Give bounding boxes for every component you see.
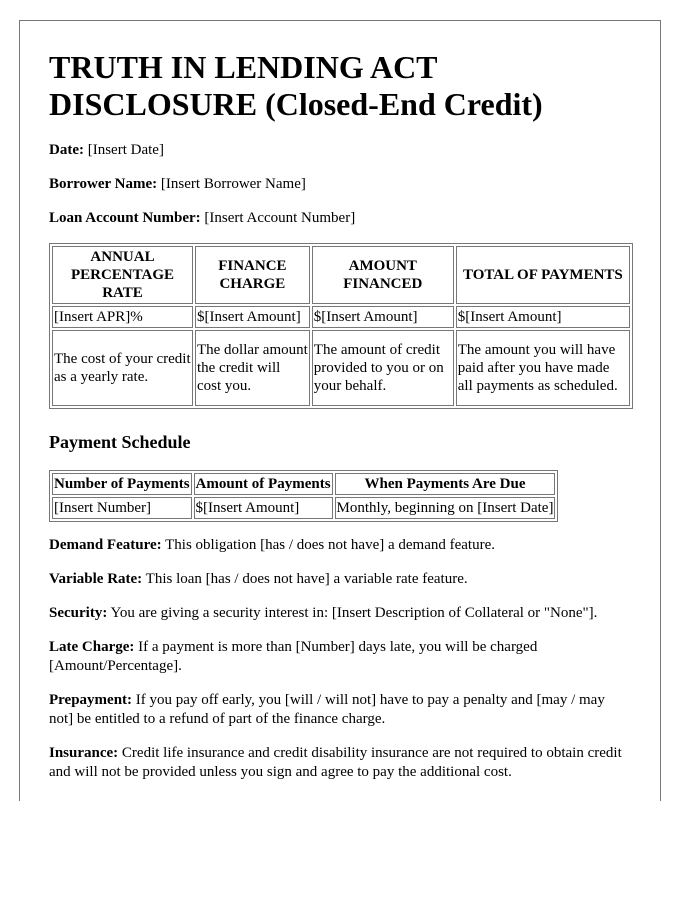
- date-label: Date:: [49, 142, 84, 158]
- demand-feature-text: This obligation [has / does not have] a demand feature.: [165, 537, 496, 553]
- schedule-row: [52, 497, 555, 519]
- header-apr: ANNUAL PERCENTAGE RATE: [52, 246, 193, 304]
- disclosure-header-row: [52, 246, 630, 304]
- value-finance-charge: $[Insert Amount]: [195, 306, 310, 328]
- value-apr: [Insert APR]%: [52, 306, 193, 328]
- borrower-name-label: Borrower Name:: [49, 176, 158, 192]
- borrower-name-value: [Insert Borrower Name]: [160, 176, 306, 192]
- variable-rate-term: [49, 570, 631, 589]
- account-number-field: [49, 209, 631, 228]
- disclosure-description-row: [52, 330, 630, 406]
- security-term: [49, 604, 631, 623]
- insurance-label: Insurance:: [49, 745, 119, 761]
- prepayment-text: If you pay off early, you [will / will not] have to pay a penalty and [may / may not] be entitled to a refund of part of the finance charge.: [49, 692, 605, 727]
- variable-rate-text: This loan [has / does not have] a variable rate feature.: [145, 571, 468, 587]
- document-title: TRUTH IN LENDING ACT DISCLOSURE (Closed-End Credit): [49, 49, 543, 122]
- date-field: [49, 141, 631, 160]
- value-total-of-payments: $[Insert Amount]: [456, 306, 630, 328]
- security-label: Security:: [49, 605, 108, 621]
- borrower-name-field: [49, 175, 631, 194]
- demand-feature-label: Demand Feature:: [49, 537, 162, 553]
- value-when-due: Monthly, beginning on [Insert Date]: [335, 497, 556, 519]
- header-total-of-payments: TOTAL OF PAYMENTS: [456, 246, 630, 304]
- description-apr: The cost of your credit as a yearly rate.: [52, 330, 193, 406]
- value-amount-financed: $[Insert Amount]: [312, 306, 454, 328]
- date-value: [Insert Date]: [87, 142, 164, 158]
- account-number-value: [Insert Account Number]: [204, 210, 356, 226]
- header-number-of-payments: Number of Payments: [52, 473, 192, 495]
- schedule-header-row: [52, 473, 555, 495]
- header-when-due: When Payments Are Due: [335, 473, 556, 495]
- late-charge-text: If a payment is more than [Number] days late, you will be charged [Amount/Percentage].: [49, 639, 538, 674]
- description-finance-charge: The dollar amount the credit will cost you.: [195, 330, 310, 406]
- payment-schedule-table: [49, 470, 558, 522]
- header-finance-charge: FINANCE CHARGE: [195, 246, 310, 304]
- description-amount-financed: The amount of credit provided to you or on your behalf.: [312, 330, 454, 406]
- disclosure-value-row: [52, 306, 630, 328]
- insurance-term: [49, 744, 631, 782]
- prepayment-term: [49, 691, 631, 729]
- value-amount-of-payments: $[Insert Amount]: [194, 497, 333, 519]
- insurance-text: Credit life insurance and credit disability insurance are not required to obtain credit and will not be provided unless you sign and agree to pay the additional cost.: [49, 745, 622, 780]
- demand-feature-term: [49, 536, 631, 555]
- late-charge-term: [49, 638, 631, 676]
- security-text: You are giving a security interest in: [Insert Description of Collateral or "None"].: [110, 605, 598, 621]
- prepayment-label: Prepayment:: [49, 692, 133, 708]
- account-number-label: Loan Account Number:: [49, 210, 201, 226]
- late-charge-label: Late Charge:: [49, 639, 135, 655]
- variable-rate-label: Variable Rate:: [49, 571, 143, 587]
- payment-schedule-heading: Payment Schedule: [49, 432, 191, 452]
- disclosure-document: [19, 20, 661, 801]
- value-number-of-payments: [Insert Number]: [52, 497, 192, 519]
- disclosure-table: [49, 243, 633, 409]
- header-amount-of-payments: Amount of Payments: [194, 473, 333, 495]
- header-amount-financed: AMOUNT FINANCED: [312, 246, 454, 304]
- description-total-of-payments: The amount you will have paid after you have made all payments as scheduled.: [456, 330, 630, 406]
